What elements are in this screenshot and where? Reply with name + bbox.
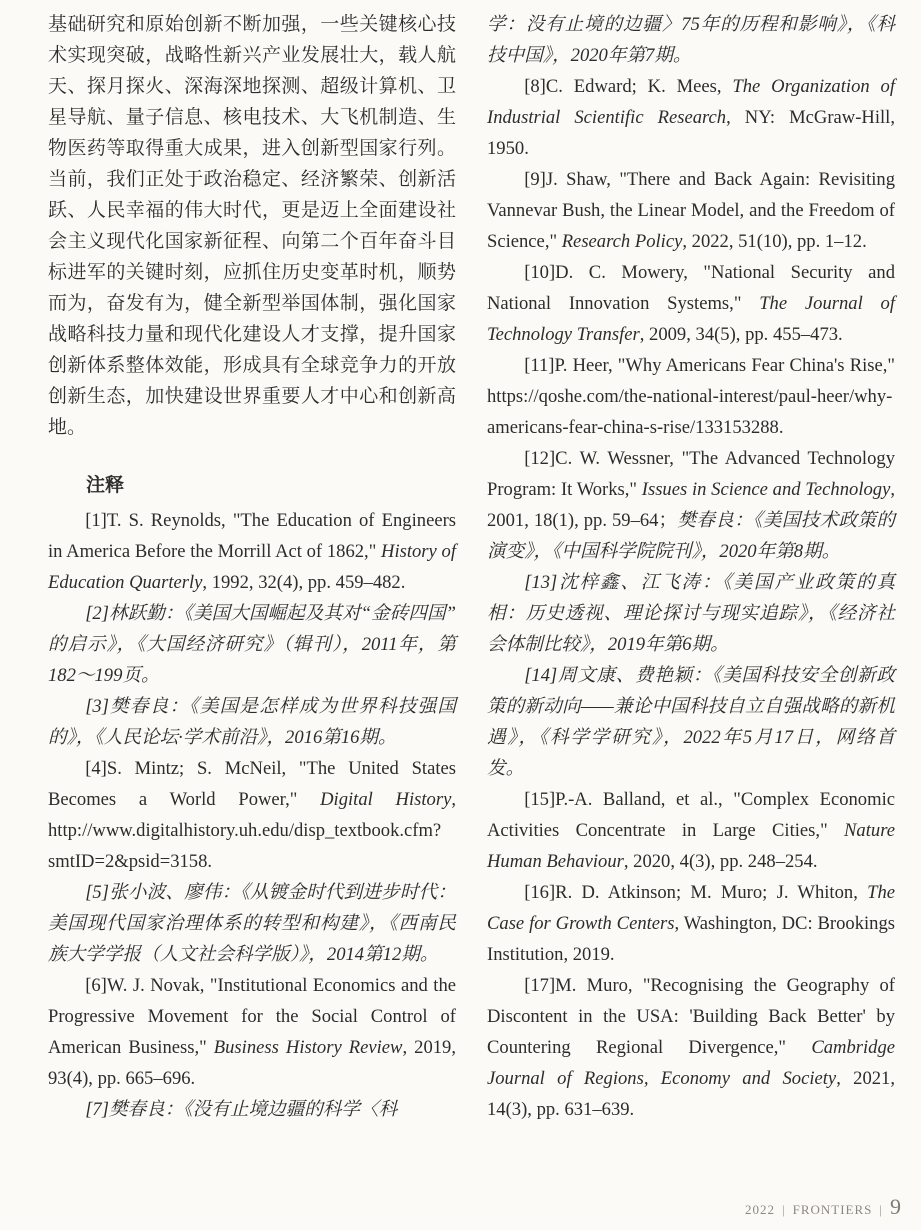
reference-item [487, 567, 895, 660]
left-column [48, 9, 456, 1125]
reference-segment: , 2022, 51(10), pp. 1–12. [682, 231, 867, 252]
reference-segment: [14]周文康、费艳颖：《美国科技安全创新政策的新动向——兼论中国科技自立自强战略的新机遇》，《科学学研究》，2022年5月17日，网络首发。 [487, 665, 895, 779]
reference-segment: The Case for Growth Centers [487, 882, 895, 934]
reference-segment: [16]R. D. Atkinson; M. Muro; J. Whiton, [524, 882, 868, 903]
footer-separator: | [781, 1202, 786, 1217]
reference-item [48, 753, 456, 877]
reference-segment: [12]C. W. Wessner, "The Advanced Technology Program: It Works," [487, 448, 895, 500]
reference-segment: [2]林跃勤：《美国大国崛起及其对“金砖四国”的启示》，《大国经济研究》（辑刊），2011年，第182～199页。 [48, 603, 456, 686]
footer-journal-name: FRONTIERS [792, 1202, 873, 1217]
reference-segment: , 2009, 34(5), pp. 455–473. [639, 324, 843, 345]
reference-segment: [10]D. C. Mowery, "National Security and National Innovation Systems," [487, 262, 895, 314]
two-column-layout [48, 9, 895, 1125]
reference-item [487, 71, 895, 164]
reference-segment: [6]W. J. Novak, "Institutional Economics and the Progressive Movement for the Social Control of American Business," [48, 975, 456, 1058]
reference-segment: , Washington, DC: Brookings Institution, 2019. [487, 913, 895, 965]
references-list-right [487, 9, 895, 1125]
reference-segment: Nature Human Behaviour [487, 820, 895, 872]
reference-item [487, 257, 895, 350]
reference-item [487, 350, 895, 443]
reference-segment: , NY: McGraw-Hill, 1950. [487, 107, 895, 159]
reference-segment: [13]沈梓鑫、江飞涛：《美国产业政策的真相：历史透视、理论探讨与现实追踪》，《经济社会体制比较》，2019年第6期。 [487, 572, 895, 655]
reference-segment: Business History Review [213, 1037, 403, 1058]
reference-segment: [4]S. Mintz; S. McNeil, "The United States Becomes a World Power," [48, 758, 456, 810]
reference-segment: [17]M. Muro, "Recognising the Geography of Discontent in the USA: 'Building Back Better' by Countering Regional Divergence," [487, 975, 895, 1058]
reference-segment: , 2020, 4(3), pp. 248–254. [623, 851, 818, 872]
reference-segment: The Organization of Industrial Scientific Research [487, 76, 895, 128]
reference-continuation [487, 9, 895, 71]
reference-item [48, 970, 456, 1094]
reference-item [487, 877, 895, 970]
reference-segment: Research Policy [561, 231, 683, 252]
reference-item [487, 660, 895, 784]
reference-segment: Digital History [320, 789, 452, 810]
references-list-left [48, 505, 456, 1125]
reference-item [48, 505, 456, 598]
reference-segment: , 2021, 14(3), pp. 631–639. [487, 1068, 896, 1120]
reference-segment: 樊春良：《美国技术政策的演变》，《中国科学院院刊》，2020年第8期。 [487, 510, 896, 562]
reference-item [487, 164, 895, 257]
reference-segment: [11]P. Heer, "Why Americans Fear China's Rise," https://qoshe.com/the-national-interest/paul-heer/why-americans-fear-china-s-rise/133153288. [487, 355, 895, 438]
reference-item [48, 1094, 456, 1125]
reference-item [48, 598, 456, 691]
page-number: 9 [890, 1194, 901, 1219]
intro-paragraph: 基础研究和原始创新不断加强，一些关键核心技术实现突破，战略性新兴产业发展壮大，载人航天、探月探火、深海深地探测、超级计算机、卫星导航、量子信息、核电技术、大飞机制造、生物医药等取得重大成果，进入创新型国家行列。当前，我们正处于政治稳定、经济繁荣、创新活跃、人民幸福的伟大时代，更是迈上全面建设社会主义现代化国家新征程、向第二个百年奋斗目标进军的关键时刻，应抓住历史变革时机，顺势而为，奋发有为，健全新型举国体制，强化国家战略科技力量和现代化建设人才支撑，提升国家创新体系整体效能，形成具有全球竞争力的开放创新生态，加快建设世界重要人才中心和创新高地。 [48, 14, 456, 438]
reference-segment: 学：没有止境的边疆〉75年的历程和影响》，《科技中国》，2020年第7期。 [487, 14, 895, 66]
notes-heading: 注释 [86, 475, 125, 496]
reference-segment: , 2001, 18(1), pp. 59–64； [487, 479, 895, 531]
reference-segment: Cambridge Journal of Regions, Economy and Society [487, 1037, 895, 1089]
reference-item [48, 691, 456, 753]
reference-segment: [5]张小波、廖伟：《从镀金时代到进步时代：美国现代国家治理体系的转型和构建》，《西南民族大学学报（人文社会科学版）》，2014第12期。 [48, 882, 456, 965]
reference-segment: , 2019, 93(4), pp. 665–696. [48, 1037, 456, 1089]
reference-segment: , 1992, 32(4), pp. 459–482. [202, 572, 406, 593]
reference-segment: [15]P.-A. Balland, et al., "Complex Economic Activities Concentrate in Large Cities," [487, 789, 895, 841]
right-column [487, 9, 895, 1125]
reference-segment: [9]J. Shaw, "There and Back Again: Revisiting Vannevar Bush, the Linear Model, and the Freedom of Science," [487, 169, 895, 252]
reference-item [48, 877, 456, 970]
reference-segment: [8]C. Edward; K. Mees, [524, 76, 733, 97]
reference-segment: [1]T. S. Reynolds, "The Education of Engineers in America Before the Morrill Act of 1862," [48, 510, 456, 562]
page-footer [745, 1194, 901, 1220]
reference-segment: [7]樊春良：《没有止境边疆的科学〈科 [85, 1099, 398, 1120]
footer-year: 2022 [744, 1202, 775, 1217]
reference-segment: History of Education Quarterly [48, 541, 456, 593]
footer-separator: | [879, 1202, 883, 1217]
reference-segment: The Journal of Technology Transfer [487, 293, 895, 345]
reference-segment: , http://www.digitalhistory.uh.edu/disp_textbook.cfm?smtID=2&psid=3158. [48, 789, 456, 872]
reference-item [487, 784, 895, 877]
reference-item [487, 443, 895, 567]
reference-item [487, 970, 895, 1125]
reference-segment: Issues in Science and Technology [641, 479, 891, 500]
reference-segment: [3]樊春良：《美国是怎样成为世界科技强国的》，《人民论坛·学术前沿》，2016第16期。 [48, 696, 456, 748]
